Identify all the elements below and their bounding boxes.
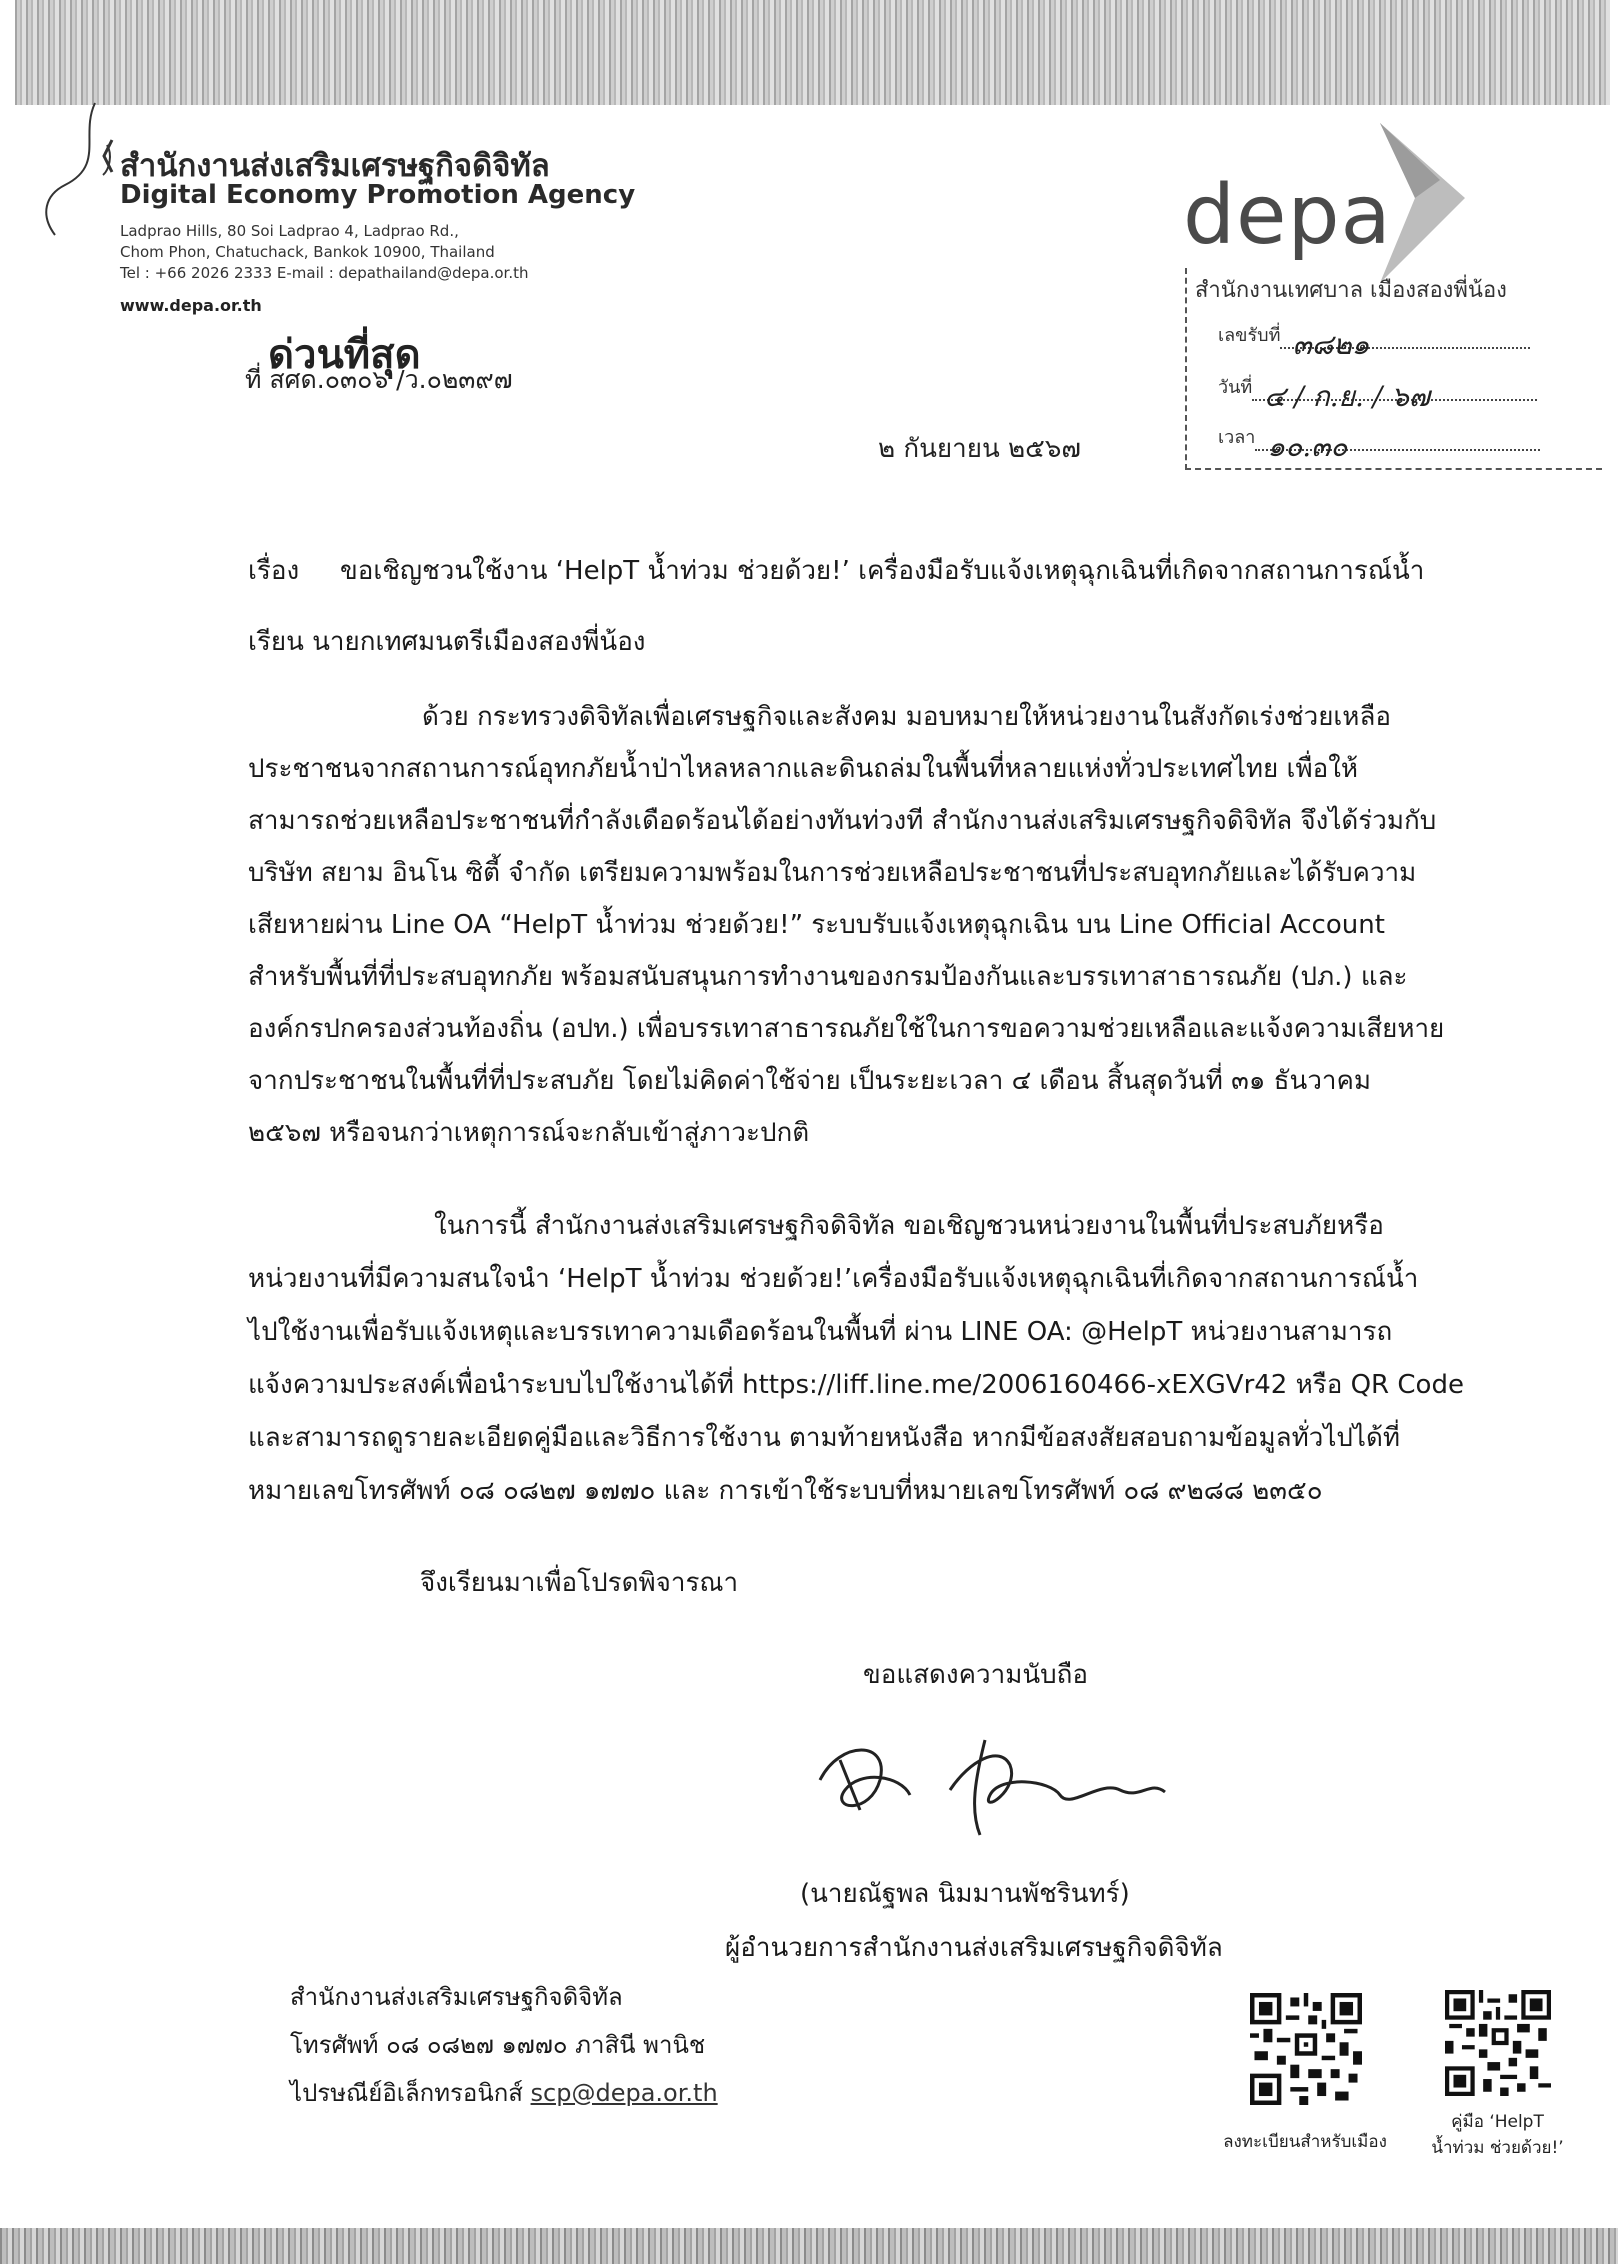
qr-code-manual[interactable] <box>1445 1990 1551 2096</box>
qr-caption-manual-line2: น้ำท่วม ช่วยด้วย!’ <box>1431 2138 1564 2158</box>
agency-name-th: สำนักงานส่งเสริมเศรษฐกิจดิจิทัล <box>120 148 550 184</box>
stamp-time-row <box>1218 422 1540 463</box>
paragraph-line: แจ้งความประสงค์เพื่อนำระบบไปใช้งานได้ที่ https://liff.line.me/2006160466-xEXGVr42 หรือ QR Code <box>248 1370 1464 1400</box>
paragraph-line: หน่วยงานที่มีความสนใจนำ ‘HelpT น้ำท่วม ช่วยด้วย!’เครื่องมือรับแจ้งเหตุฉุกเฉินที่เกิดจากสถานการณ์น้ำ <box>248 1264 1419 1294</box>
closing-salutation: ขอแสดงความนับถือ <box>863 1660 1088 1690</box>
stamp-receipt-row <box>1218 320 1530 361</box>
paragraph-line: ไปใช้งานเพื่อรับแจ้งเหตุและบรรเทาความเดือดร้อนในพื้นที่ ผ่าน LINE OA: @HelpT หน่วยงานสามารถ <box>248 1317 1393 1347</box>
contact-office: สำนักงานส่งเสริมเศรษฐกิจดิจิทัล <box>290 1983 623 2011</box>
contact-email-label: ไปรษณีย์อิเล็กทรอนิกส์ <box>290 2079 531 2107</box>
paragraph-line: สำหรับพื้นที่ที่ประสบอุทกภัย พร้อมสนับสนุนการทำงานของกรมป้องกันและบรรเทาสาธารณภัย (ปภ.) และ <box>248 962 1408 992</box>
subject-text: ขอเชิญชวนใช้งาน ‘HelpT น้ำท่วม ช่วยด้วย!’ เครื่องมือรับแจ้งเหตุฉุกเฉินที่เกิดจากสถานการณ์น้ำ <box>340 556 1425 586</box>
contact-email-link[interactable]: scp@depa.or.th <box>530 2079 718 2107</box>
stamp-time-label: เวลา <box>1218 427 1256 448</box>
closing-request: จึงเรียนมาเพื่อโปรดพิจารณา <box>420 1568 739 1598</box>
qr-caption-registration: ลงทะเบียนสำหรับเมือง <box>1223 2132 1387 2152</box>
reference-number: ที่ สศด.๐๓๐๖ /ว.๐๒๓๙๗ <box>245 365 513 394</box>
address-line-2: Chom Phon, Chatuchack, Bankok 10900, Thailand <box>120 243 495 261</box>
paragraph-line: หมายเลขโทรศัพท์ ๐๘ ๐๘๒๗ ๑๗๗๐ และ การเข้าใช้ระบบที่หมายเลขโทรศัพท์ ๐๘ ๙๒๘๘ ๒๓๕๐ <box>248 1476 1323 1506</box>
addressee: เรียน นายกเทศมนตรีเมืองสองพี่น้อง <box>248 627 646 657</box>
depa-logo: depa <box>1183 168 1392 263</box>
agency-name-en: Digital Economy Promotion Agency <box>120 180 636 210</box>
paragraph-line: และสามารถดูรายละเอียดคู่มือและวิธีการใช้งาน ตามท้ายหนังสือ หากมีข้อสงสัยสอบถามข้อมูลทั่วไปได้ที่ <box>248 1423 1400 1453</box>
paragraph-line: ๒๕๖๗ หรือจนกว่าเหตุการณ์จะกลับเข้าสู่ภาวะปกติ <box>248 1118 810 1148</box>
signer-title: ผู้อำนวยการสำนักงานส่งเสริมเศรษฐกิจดิจิทัล <box>725 1933 1223 1963</box>
paragraph-line: บริษัท สยาม อินโน ซิตี้ จำกัด เตรียมความพร้อมในการช่วยเหลือประชาชนที่ประสบอุทกภัยและได้รับความ <box>248 858 1417 888</box>
stamp-receipt-value: ๓๘๒๑ <box>1292 328 1370 361</box>
signature <box>800 1720 1180 1850</box>
signer-name: (นายณัฐพล นิมมานพัชรินทร์) <box>800 1879 1130 1909</box>
subject-label: เรื่อง <box>248 556 300 586</box>
document-date: ๒ กันยายน ๒๕๖๗ <box>878 434 1081 464</box>
paragraph-line: ด้วย กระทรวงดิจิทัลเพื่อเศรษฐกิจและสังคม มอบหมายให้หน่วยงานในสังกัดเร่งช่วยเหลือ <box>422 702 1391 732</box>
address-line-3: Tel : +66 2026 2333 E-mail : depathailand@depa.or.th <box>120 264 529 282</box>
qr-caption-manual-line1: คู่มือ ‘HelpT <box>1451 2112 1544 2132</box>
agency-emblem-icon <box>100 138 116 174</box>
website-link[interactable]: www.depa.or.th <box>120 296 262 315</box>
depa-logo-arrow-icon <box>1370 118 1470 288</box>
paragraph-line: องค์กรปกครองส่วนท้องถิ่น (อปท.) เพื่อบรรเทาสาธารณภัยใช้ในการขอความช่วยเหลือและแจ้งความเสียหาย <box>248 1014 1445 1044</box>
urgency-stamp: ด่วนที่สุด <box>268 332 421 378</box>
paragraph-line: สามารถช่วยเหลือประชาชนที่กำลังเดือดร้อนได้อย่างทันท่วงที สำนักงานส่งเสริมเศรษฐกิจดิจิทัล จึงได้ร่วมกับ <box>248 806 1437 836</box>
stamp-date-row <box>1218 372 1537 413</box>
scan-border-bottom <box>0 2228 1618 2264</box>
address-line-1: Ladprao Hills, 80 Soi Ladprao 4, Ladprao Rd., <box>120 222 459 240</box>
paragraph-line: จากประชาชนในพื้นที่ที่ประสบภัย โดยไม่คิดค่าใช้จ่าย เป็นระยะเวลา ๔ เดือน สิ้นสุดวันที่ ๓๑ ธันวาคม <box>248 1066 1372 1096</box>
contact-email-row <box>290 2073 718 2112</box>
paragraph-line: เสียหายผ่าน Line OA “HelpT น้ำท่วม ช่วยด้วย!” ระบบรับแจ้งเหตุฉุกเฉิน บน Line Official Account <box>248 910 1385 940</box>
stamp-time-value: ๑๐.๓๐ <box>1267 430 1348 463</box>
stamp-date-value: ๔ / ก.ย. / ๖๗ <box>1264 380 1430 413</box>
paragraph-line: ประชาชนจากสถานการณ์อุทกภัยน้ำป่าไหลหลากและดินถล่มในพื้นที่หลายแห่งทั่วประเทศไทย เพื่อให้ <box>248 754 1359 784</box>
stamp-title: สำนักงานเทศบาล เมืองสองพี่น้อง <box>1195 278 1507 303</box>
qr-code-registration[interactable] <box>1250 1993 1362 2105</box>
stamp-date-label: วันที่ <box>1218 377 1253 398</box>
contact-phone: โทรศัพท์ ๐๘ ๐๘๒๗ ๑๗๗๐ ภาสินี พานิช <box>290 2031 706 2059</box>
scan-border-top <box>15 0 1610 105</box>
stamp-receipt-label: เลขรับที่ <box>1218 325 1281 346</box>
paragraph-line: ในการนี้ สำนักงานส่งเสริมเศรษฐกิจดิจิทัล ขอเชิญชวนหน่วยงานในพื้นที่ประสบภัยหรือ <box>434 1211 1384 1241</box>
